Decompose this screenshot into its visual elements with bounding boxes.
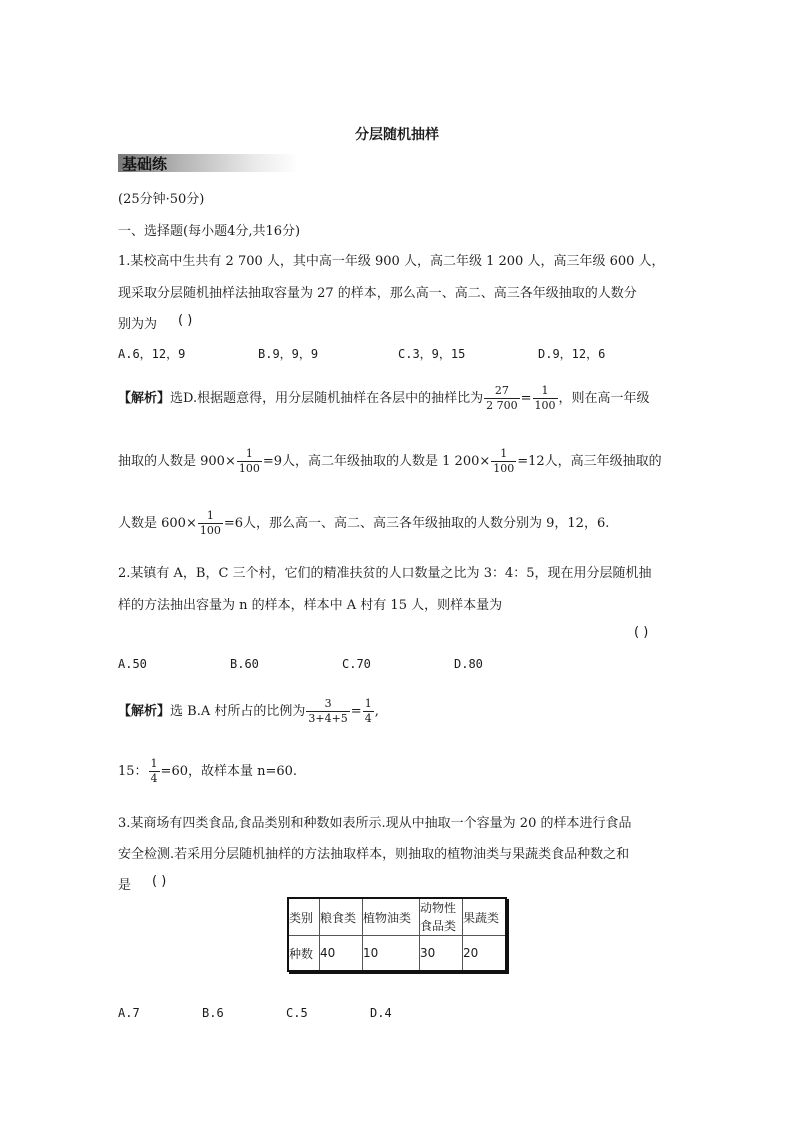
q3-answer-bracket: ( ) (152, 874, 167, 889)
a1-frac5-num: 1 (198, 509, 223, 524)
table-cell: 40 (320, 936, 363, 972)
a1-eq: = (520, 391, 532, 406)
a1-text3a: 人数是 600× (118, 516, 197, 531)
q1-answer-bracket: ( ) (178, 313, 193, 328)
q1-line1: 1.某校高中生共有 2 700 人，其中高一年级 900 人，高二年级 1 200 人，高三年级 600 人， (118, 254, 665, 269)
page-title: 分层随机抽样 (355, 127, 439, 143)
a1-text2b: =9人，高二年级抽取的人数是 1 200× (262, 454, 491, 469)
food-category-table (287, 897, 507, 972)
part-heading: 一、选择题(每小题4分,共16分) (118, 224, 301, 239)
table-header-line: 食品类 (420, 919, 457, 933)
q1-option-a: A.6，12，9 (118, 347, 186, 361)
table-header-cell (420, 898, 463, 936)
a2-text2b: =60，故样本量 n=60. (160, 764, 298, 779)
q3-line3: 是 (118, 878, 132, 893)
a1-frac4-den: 100 (493, 462, 515, 475)
q1-option-c: C.3，9，15 (398, 347, 466, 361)
a1-fraction-1-100 (491, 447, 516, 476)
section-label: 基础练 (122, 155, 168, 173)
a2-text1: 选 B.A 村所占的比例为 (170, 704, 306, 719)
a1-text3b: =6人，那么高一、高二、高三各年级抽取的人数分别为 9，12，6. (223, 516, 610, 531)
q3-line2: 安全检测.若采用分层随机抽样的方法抽取样本，则抽取的植物油类与果蔬类食品种数之和 (118, 847, 630, 862)
a2-frac3-den: 4 (150, 772, 158, 785)
q2-option-d: D.80 (454, 657, 483, 671)
a1-line1 (118, 380, 650, 418)
a2-line1 (118, 693, 379, 731)
a1-fraction-1-100 (533, 384, 558, 413)
a2-frac1-den: 3+4+5 (308, 712, 348, 725)
a1-frac3-den: 100 (238, 462, 260, 475)
table-header-cell: 类别 (288, 898, 320, 936)
a1-fraction-27-2700 (484, 384, 520, 413)
table-header-cell: 果蔬类 (463, 898, 507, 936)
a1-line2 (118, 443, 662, 481)
a1-fraction-1-100 (237, 447, 262, 476)
a2-frac2-num: 1 (364, 697, 372, 710)
q2-line2: 样的方法抽出容量为 n 的样本，样本中 A 村有 15 人，则样本量为 (118, 598, 503, 613)
table-cell: 20 (463, 936, 507, 972)
a1-text2a: 抽取的人数是 900× (118, 454, 236, 469)
q1-line2: 现采取分层随机抽样法抽取容量为 27 的样本，那么高一、高二、高三各年级抽取的人数分 (118, 286, 637, 301)
a1-frac4-num: 1 (491, 447, 516, 462)
q3-option-a: A.7 (118, 1006, 140, 1020)
table-header-row (288, 898, 506, 936)
table-cell: 10 (363, 936, 420, 972)
a1-fraction-1-100 (198, 509, 223, 538)
a1-text2c: =12人，高三年级抽取的 (517, 454, 662, 469)
a1-line3 (118, 505, 609, 543)
q3-option-b: B.6 (202, 1006, 224, 1020)
a2-text1-post: , (374, 704, 379, 719)
table-cell: 30 (420, 936, 463, 972)
a2-fraction-3-sum (306, 697, 349, 726)
q2-line1: 2.某镇有 A，B，C 三个村，它们的精准扶贫的人口数量之比为 3：4：5，现在用分层随机抽 (118, 566, 652, 581)
a1-frac1-den: 2 700 (486, 399, 518, 412)
a2-fraction-1-4 (363, 697, 374, 726)
a1-frac3-num: 1 (237, 447, 262, 462)
a2-tag: 【解析】 (118, 704, 171, 719)
table-header-line: 动物性 (420, 901, 457, 915)
a1-text1-post: ，则在高一年级 (558, 391, 650, 406)
q2-option-c: C.70 (342, 657, 371, 671)
q3-line1: 3.某商场有四类食品,食品类别和种数如表所示.现从中抽取一个容量为 20 的样本进行食品 (118, 816, 632, 831)
q1-option-b: B.9，9，9 (258, 347, 319, 361)
table-header-cell: 植物油类 (363, 898, 420, 936)
a2-frac3-num: 1 (150, 757, 158, 770)
q2-option-a: A.50 (118, 657, 147, 671)
time-score: (25分钟·50分) (118, 192, 205, 207)
a2-eq: = (350, 704, 362, 719)
section-banner (118, 152, 298, 174)
a2-frac1-num: 3 (306, 697, 349, 712)
q3-option-d: D.4 (370, 1006, 392, 1020)
a1-tag: 【解析】 (118, 391, 171, 406)
q2-option-b: B.60 (230, 657, 259, 671)
q1-option-d: D.9，12，6 (538, 347, 606, 361)
table-header-cell: 粮食类 (320, 898, 363, 936)
q2-answer-bracket: ( ) (634, 625, 649, 640)
a1-frac1-num: 27 (484, 384, 520, 399)
a2-text2a: 15： (118, 764, 148, 779)
table-row (288, 936, 506, 972)
q3-option-c: C.5 (286, 1006, 308, 1020)
a1-text1: 选D.根据题意得，用分层随机抽样在各层中的抽样比为 (170, 391, 484, 406)
a2-fraction-1-4 (149, 757, 160, 786)
table-row-label: 种数 (288, 936, 320, 972)
a2-frac2-den: 4 (364, 712, 372, 725)
a1-frac5-den: 100 (199, 524, 221, 537)
a2-line2 (118, 753, 297, 791)
q1-line3: 别为为 (118, 317, 158, 332)
a1-frac2-den: 100 (534, 399, 556, 412)
a1-frac2-num: 1 (533, 384, 558, 399)
